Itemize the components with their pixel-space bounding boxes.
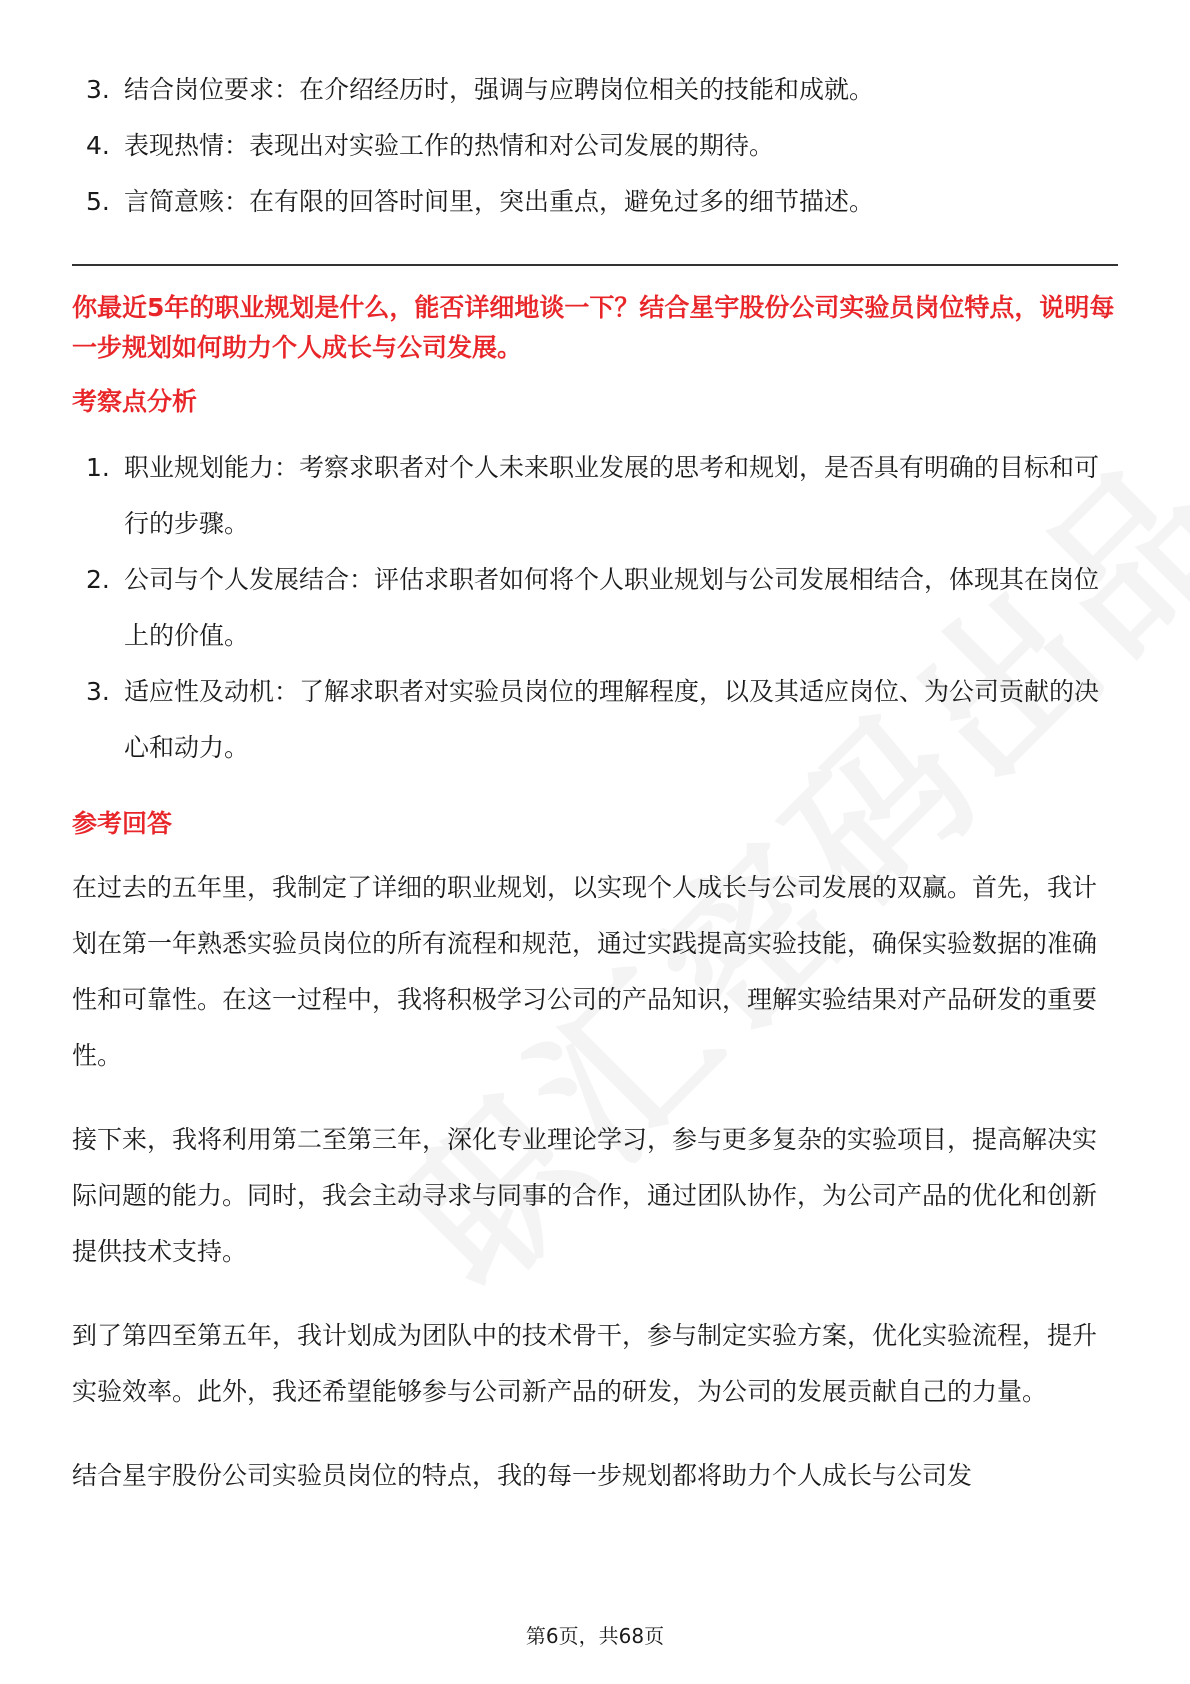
list-item [72,664,1118,776]
list-text: 结合岗位要求：在介绍经历时，强调与应聘岗位相关的技能和成就。 [124,75,875,104]
list-number: 3. [86,677,110,706]
list-text: 适应性及动机：了解求职者对实验员岗位的理解程度，以及其适应岗位、为公司贡献的决心和动力。 [124,677,1100,762]
section-divider [72,264,1118,266]
list-number: 5. [86,187,110,216]
page-content [72,62,1118,1532]
list-item [72,552,1118,664]
list-number: 1. [86,453,110,482]
list-number: 4. [86,131,110,160]
list-item [72,118,1118,174]
answer-heading: 参考回答 [72,809,173,838]
answer-paragraph: 到了第四至第五年，我计划成为团队中的技术骨干，参与制定实验方案，优化实验流程，提升实验效率。此外，我还希望能够参与公司新产品的研发，为公司的发展贡献自己的力量。 [72,1321,1098,1406]
list-text: 职业规划能力：考察求职者对个人未来职业发展的思考和规划，是否具有明确的目标和可行的步骤。 [124,453,1100,538]
analysis-heading: 考察点分析 [72,387,198,416]
list-text: 公司与个人发展结合：评估求职者如何将个人职业规划与公司发展相结合，体现其在岗位上的价值。 [124,565,1100,650]
list-item [72,174,1118,230]
list-text: 表现热情：表现出对实验工作的热情和对公司发展的期待。 [124,131,775,160]
list-text: 言简意赅：在有限的回答时间里，突出重点，避免过多的细节描述。 [124,187,875,216]
analysis-list [72,440,1118,776]
list-number: 2. [86,565,110,594]
answer-paragraph: 在过去的五年里，我制定了详细的职业规划，以实现个人成长与公司发展的双赢。首先，我计划在第一年熟悉实验员岗位的所有流程和规范，通过实践提高实验技能，确保实验数据的准确性和可靠性。在这一过程中，我将积极学习公司的产品知识，理解实验结果对产品研发的重要性。 [72,873,1098,1070]
list-number: 3. [86,75,110,104]
tips-list [72,62,1118,230]
list-item [72,62,1118,118]
answer-paragraph: 结合星宇股份公司实验员岗位的特点，我的每一步规划都将助力个人成长与公司发 [72,1461,973,1490]
page-number: 第6页，共68页 [525,1624,665,1648]
answer-paragraph: 接下来，我将利用第二至第三年，深化专业理论学习，参与更多复杂的实验项目，提高解决实际问题的能力。同时，我会主动寻求与同事的合作，通过团队协作，为公司产品的优化和创新提供技术支持。 [72,1125,1098,1266]
list-item [72,440,1118,552]
interview-question: 你最近5年的职业规划是什么，能否详细地谈一下？结合星宇股份公司实验员岗位特点，说明每一步规划如何助力个人成长与公司发展。 [72,293,1115,362]
